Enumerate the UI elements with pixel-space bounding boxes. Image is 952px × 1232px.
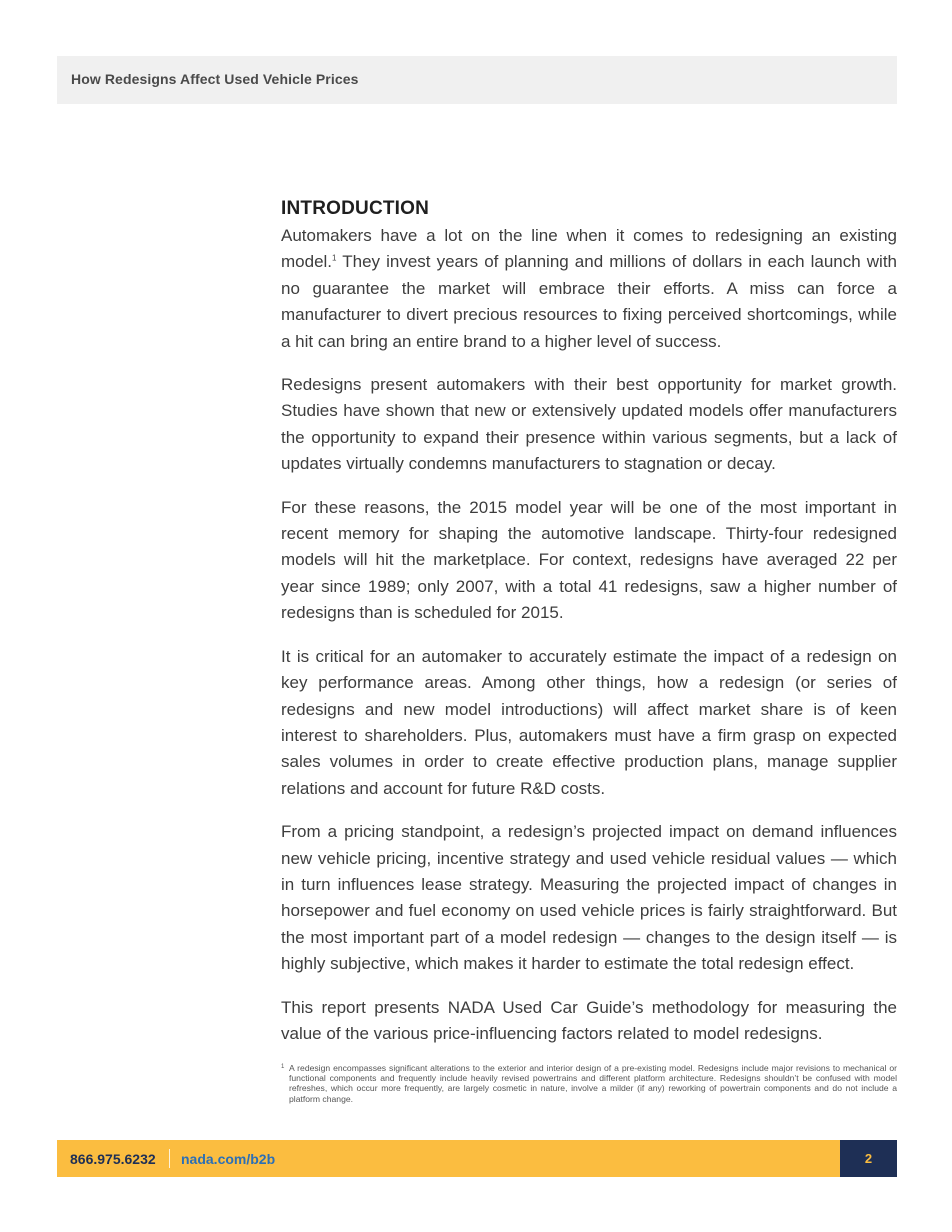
paragraph-2: Redesigns present automakers with their best opportunity for market growth. Studies have shown that new or extensively updated models offer manufacturers the opportunity to expand their presence within various segments, but a lack of updates virtually condemns manufacturers to stagnation or decay.	[281, 375, 897, 474]
paragraph-1-text-cont: They invest years of planning and millions of dollars in each launch with no guarantee the market will embrace their efforts. A miss can force a manufacturer to divert precious resources to fixing perceived shortcomings, while a hit can bring an entire brand to a higher level of success.	[281, 252, 897, 351]
paragraph-4: It is critical for an automaker to accurately estimate the impact of a redesign on key performance areas. Among other things, how a redesign (or series of redesigns and new model introductions) will affect market share is of keen interest to shareholders. Plus, automakers must have a firm grasp on expected sales volumes in order to create effective production plans, manage supplier relations and account for future R&D costs.	[281, 646, 897, 798]
main-content	[281, 196, 897, 1064]
footer-url-link[interactable]: nada.com/b2b	[181, 1151, 276, 1167]
running-header-title: How Redesigns Affect Used Vehicle Prices	[71, 71, 359, 87]
paragraph-6: This report presents NADA Used Car Guide’s methodology for measuring the value of the various price-influencing factors related to model redesigns.	[281, 997, 897, 1043]
footer-divider	[169, 1149, 170, 1168]
running-header	[57, 56, 897, 104]
section-heading: INTRODUCTION	[281, 198, 430, 219]
footnote-mark: 1	[281, 1064, 285, 1070]
footnote-text: A redesign encompasses significant alterations to the exterior and interior design of a pre-existing model. Redesigns include major revisions to mechanical or functional components and frequently include heavily revised powertrains and different platform architecture. Redesigns shouldn’t be confused with model refreshes, which occur more frequently, are largely cosmetic in nature, involve a milder (if any) reworking of powertrain components and do not include a platform change.	[289, 1063, 897, 1104]
footnote	[281, 1063, 897, 1104]
paragraph-1	[281, 223, 897, 355]
footnote-reference[interactable]: 1	[332, 253, 337, 263]
paragraph-1-text: Automakers have a lot on the line when it comes to redesigning an existing model.	[281, 226, 897, 272]
page-footer	[57, 1140, 897, 1177]
paragraph-3: For these reasons, the 2015 model year will be one of the most important in recent memory for shaping the automotive landscape. Thirty-four redesigned models will hit the marketplace. For context, redesigns have averaged 22 per year since 1989; only 2007, with a total 41 redesigns, saw a higher number of redesigns than is scheduled for 2015.	[281, 497, 897, 623]
page-number: 2	[864, 1151, 873, 1166]
page-number-box	[840, 1140, 897, 1177]
footer-phone[interactable]: 866.975.6232	[70, 1151, 156, 1167]
paragraph-5: From a pricing standpoint, a redesign’s projected impact on demand influences new vehicle pricing, incentive strategy and used vehicle residual values — which in turn influences lease strategy. Measuring the projected impact of changes in horsepower and fuel economy on used vehicle prices is fairly straightforward. But the most important part of a model redesign — changes to the design itself — is highly subjective, which makes it harder to estimate the total redesign effect.	[281, 822, 897, 974]
